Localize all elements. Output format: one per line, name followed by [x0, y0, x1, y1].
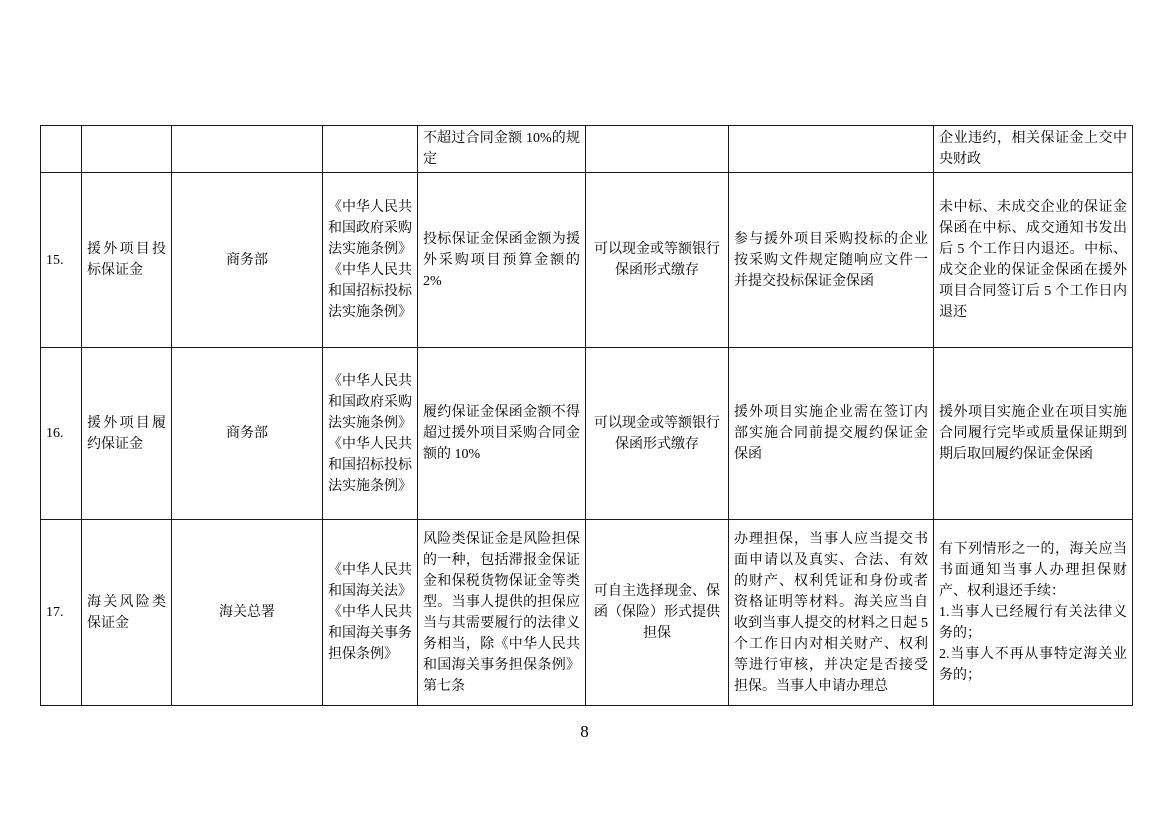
procedure-cell: 援外项目实施企业需在签订内部实施合同前提交履约保证金保函 [729, 348, 934, 520]
refund-paragraph: 未中标、未成交企业的保证金保函在中标、成交通知书发出后 5 个工作日内退还。中标、成交企业的保证金保函在援外项目合同签订后 5 个工作日内退还 [939, 200, 1127, 320]
legal-basis-title: 《中华人民共和国政府采购法实施条例》 [328, 200, 412, 257]
department-cell: 海关总署 [172, 520, 323, 706]
legal-basis-title: 《中华人民共和国招标投标法实施条例》 [328, 263, 412, 320]
refund-paragraph: 援外项目实施企业在项目实施合同履行完毕或质量保证期到期后取回履约保证金保函 [939, 405, 1127, 462]
procedure-cell: 办理担保，当事人应当提交书面申请以及真实、合法、有效的财产、权利凭证和身份或者资格证明等材料。海关应当自收到当事人提交的材料之日起 5 个工作日内对相关财产、权利等进行审核，并决定是否接受担保。当事人申请办理总 [729, 520, 934, 706]
payment-form-cell: 可自主选择现金、保函（保险）形式提供担保 [586, 520, 729, 706]
legal-basis-cell [323, 126, 418, 173]
refund-cell [934, 348, 1133, 520]
legal-basis-cell [323, 520, 418, 706]
refund-cell: 企业违约，相关保证金上交中央财政 [934, 126, 1133, 173]
refund-cell [934, 173, 1133, 348]
row-number-cell: 15. [41, 173, 82, 348]
refund-paragraph: 有下列情形之一的，海关应当书面通知当事人办理担保财产、权利退还手续： [939, 542, 1127, 599]
table-row [41, 520, 1133, 706]
amount-cell: 风险类保证金是风险担保的一种，包括滞报金保证金和保税货物保证金等类型。当事人提供的担保应当与其需要履行的法律义务相当，除《中华人民共和国海关事务担保条例》第七条 [418, 520, 586, 706]
payment-form-cell: 可以现金或等额银行保函形式缴存 [586, 348, 729, 520]
legal-basis-title: 《中华人民共和国海关法》 [328, 563, 412, 599]
row-number-cell: 16. [41, 348, 82, 520]
guarantee-name-cell [82, 126, 172, 173]
legal-basis-cell [323, 348, 418, 520]
guarantee-name-cell: 援外项目投标保证金 [82, 173, 172, 348]
table-row [41, 173, 1133, 348]
refund-cell [934, 520, 1133, 706]
department-cell: 商务部 [172, 173, 323, 348]
payment-form-cell: 可以现金或等额银行保函形式缴存 [586, 173, 729, 348]
payment-form-cell [586, 126, 729, 173]
row-number-cell: 17. [41, 520, 82, 706]
page-number: 8 [580, 722, 589, 741]
refund-item-2: 2.当事人不再从事特定海关业务的； [939, 647, 1127, 683]
refund-item-1: 1.当事人已经履行有关法律义务的； [939, 605, 1127, 641]
legal-basis-title: 《中华人民共和国海关事务担保条例》 [328, 605, 412, 662]
department-cell: 商务部 [172, 348, 323, 520]
legal-basis-title: 《中华人民共和国政府采购法实施条例》 [328, 373, 412, 431]
procedure-cell [729, 126, 934, 173]
amount-cell: 履约保证金保函金额不得超过援外项目采购合同金额的 10% [418, 348, 586, 520]
procedure-cell: 参与援外项目采购投标的企业按采购文件规定随响应文件一并提交投标保证金保函 [729, 173, 934, 348]
row-number-cell [41, 126, 82, 173]
amount-cell: 投标保证金保函金额为援外采购项目预算金额的 2% [418, 173, 586, 348]
department-cell [172, 126, 323, 173]
guarantee-name-cell: 海关风险类保证金 [82, 520, 172, 706]
guarantee-name-cell: 援外项目履约保证金 [82, 348, 172, 520]
amount-cell: 不超过合同金额 10%的规定 [418, 126, 586, 173]
legal-basis-cell [323, 173, 418, 348]
guarantee-table [40, 125, 1133, 706]
table-row-partial [41, 126, 1133, 173]
legal-basis-title: 《中华人民共和国招标投标法实施条例》 [328, 436, 412, 494]
table-row [41, 348, 1133, 520]
